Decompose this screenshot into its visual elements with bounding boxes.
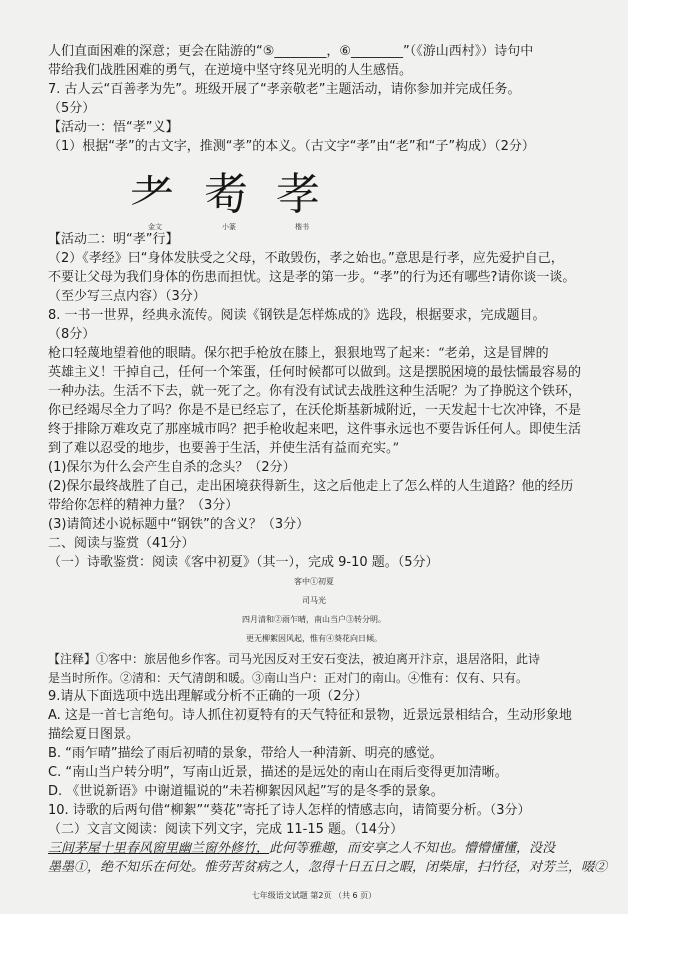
- regular-script-label: 楷书: [295, 223, 309, 231]
- question-7-title: 7. 古人云“百善孝为先”。班级开展了“孝亲敬老”主题活动，请你参加并完成任务。: [48, 82, 521, 97]
- option-c: C. “南山当户转分明”，写南山近景，描述的是远处的南山在雨后变得更加清晰。: [48, 765, 508, 780]
- sub-question: 带给你怎样的精神力量？（3分）: [48, 498, 239, 513]
- option-b: B. “雨乍晴”描绘了雨后初晴的景象，带给人一种清新、明亮的感觉。: [48, 746, 443, 761]
- classical-section-heading: （二）文言文阅读：阅读下列文字，完成 11-15 题。（14分）: [48, 822, 404, 837]
- classical-text-rest: 此何等雅趣，而安享之人不知也。懵懵懂懂，没没: [269, 841, 556, 856]
- question-7-score: （5分）: [48, 101, 96, 116]
- poem-notes: 是当时所作。②清和：天气清朗和暖。③南山当户：正对门的南山。④惟有：仅有、只有。: [48, 671, 529, 685]
- classical-text-line: [48, 841, 555, 857]
- poem-line: 更无柳絮因风起，惟有④葵花向日倾。: [246, 634, 382, 643]
- poem-title: 客中①初夏: [294, 577, 334, 586]
- question-8-score: （8分）: [48, 327, 96, 342]
- excerpt-line: 英雄主义！干掉自己，任何一个笨蛋，任何时候都可以做到。这是摆脱困境的最怯懦最容易的: [48, 365, 582, 380]
- sub-question: (3)请简述小说标题中“钢铁”的含义？（3分）: [48, 517, 310, 532]
- page-footer: 七年级语文试题 第2页 （共 6 页）: [251, 891, 377, 900]
- activity-1-question: （1）根据“孝”的古文字，推测“孝”的本义。（古文字“孝”由“老”和“子”构成）（2分）: [48, 139, 535, 154]
- option-a-cont: 描绘夏日图景。: [48, 727, 140, 742]
- poem-task: （一）诗歌鉴赏：阅读《客中初夏》（其一），完成 9-10 题。（5分）: [48, 555, 439, 570]
- excerpt-line: 终于排除万难攻克了那座城市吗？把手枪收起来吧，这件事永远也不要告诉任何人。即使生活: [48, 422, 582, 437]
- option-d: D. 《世说新语》中谢道韫说的“未若柳絮因风起”写的是冬季的景象。: [48, 784, 444, 799]
- text-line: （至少写三点内容）（3分）: [48, 289, 206, 304]
- text-line: 人们直面困难的深意；更会在陆游的“⑤________，⑥________”（《游山西村》）诗句中: [48, 44, 534, 59]
- bronze-script-glyph: 耂: [130, 169, 174, 220]
- sub-question: (1)保尔为什么会产生自杀的念头？（2分）: [48, 460, 296, 475]
- seal-script-label: 小篆: [222, 223, 236, 231]
- activity-1-heading: 【活动一：悟“孝”义】: [48, 120, 179, 135]
- excerpt-line: 枪口轻蔑地望着他的眼睛。保尔把手枪放在膝上，狠狠地骂了起来：“老弟，这是冒牌的: [48, 346, 549, 361]
- underlined-phrase: 三间茅屋十里春风窗里幽兰窗外修竹，: [48, 841, 270, 856]
- excerpt-line: 到了难以忍受的地步，也要善于生活，并使生活有益而充实。”: [48, 441, 400, 456]
- classical-text-line: 墨墨①，绝不知乐在何处。惟劳苦贫病之人，忽得十日五日之暇，闭柴扉，扫竹径，对芳兰，啜②: [48, 860, 608, 875]
- poem-notes: 【注释】①客中：旅居他乡作客。司马光因反对王安石变法，被迫离开汴京，退居洛阳，此诗: [48, 652, 541, 666]
- poem-line: 四月清和②雨乍晴，南山当户③转分明。: [242, 615, 386, 624]
- text-line: 不要让父母为我们身体的伤患而担忧。这是孝的第一步。“孝”的行为还有哪些?请你谈一谈。: [48, 270, 576, 285]
- activity-2-question: （2）《孝经》曰“身体发肤受之父母，不敢毁伤，孝之始也。”意思是行孝，应先爱护自己，: [48, 251, 564, 266]
- bronze-script-label: 金文: [148, 223, 162, 231]
- poem-author: 司马光: [302, 596, 326, 605]
- activity-2-heading: 【活动二：明“孝”行】: [48, 232, 179, 247]
- question-9-title: 9.请从下面选项中选出理解或分析不正确的一项（2分）: [48, 689, 368, 704]
- regular-script-glyph: 孝: [276, 169, 320, 220]
- question-10: 10. 诗歌的后两句借“柳絮”“葵花”寄托了诗人怎样的情感志向，请简要分析。（3分）: [48, 803, 531, 818]
- seal-script-glyph: 耇: [204, 169, 248, 220]
- question-8-title: 8. 一书一世界，经典永流传。阅读《钢铁是怎样炼成的》选段，根据要求，完成题目。: [48, 308, 546, 323]
- excerpt-line: 一种办法。生活不下去，就一死了之。你有没有试试去战胜这种生活呢？为了挣脱这个铁环，: [48, 384, 582, 399]
- text-line: 带给我们战胜困难的勇气，在逆境中坚守终见光明的人生感悟。: [48, 63, 413, 78]
- sub-question: (2)保尔最终战胜了自己，走出困境获得新生，这之后他走上了怎么样的人生道路？他的经历: [48, 479, 574, 494]
- section-heading: 二、阅读与鉴赏（41分）: [48, 536, 195, 551]
- excerpt-line: 你已经竭尽全力了吗？你是不是已经忘了，在沃伦斯基新城附近，一天发起十七次冲锋，不是: [48, 403, 582, 418]
- option-a: A. 这是一首七言绝句。诗人抓住初夏特有的天气特征和景物，近景远景相结合，生动形象地: [48, 708, 572, 723]
